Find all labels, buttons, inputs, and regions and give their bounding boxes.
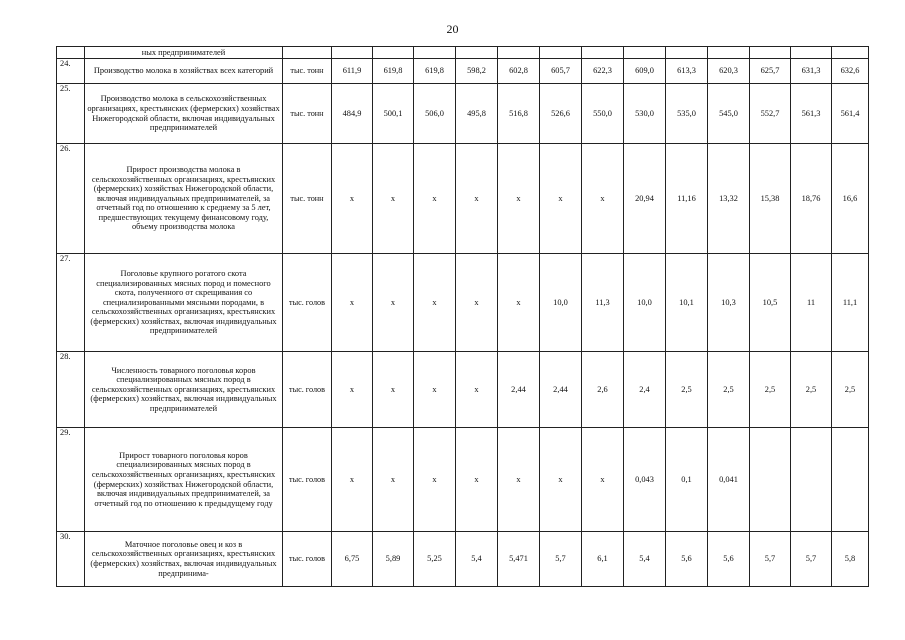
value-cell: x <box>540 144 582 254</box>
value-cell: 484,9 <box>332 84 373 144</box>
value-cell: 11,16 <box>666 144 708 254</box>
unit-cell: тыс. голов <box>283 254 332 352</box>
value-cell <box>540 47 582 59</box>
value-cell: 622,3 <box>582 59 624 84</box>
value-cell: 602,8 <box>498 59 540 84</box>
value-cell: 5,8 <box>832 532 869 587</box>
table-row <box>57 254 869 352</box>
value-cell: 2,6 <box>582 352 624 428</box>
value-cell: 631,3 <box>791 59 832 84</box>
value-cell: 632,6 <box>832 59 869 84</box>
value-cell: x <box>373 254 414 352</box>
value-cell: 495,8 <box>456 84 498 144</box>
indicator-description: Производство молока в хозяйствах всех категорий <box>85 59 283 84</box>
value-cell: 609,0 <box>624 59 666 84</box>
value-cell: 598,2 <box>456 59 498 84</box>
value-cell <box>582 47 624 59</box>
value-cell: x <box>456 428 498 532</box>
unit-cell: тыс. голов <box>283 532 332 587</box>
table-row <box>57 144 869 254</box>
value-cell: 545,0 <box>708 84 750 144</box>
value-cell: x <box>332 144 373 254</box>
unit-cell: тыс. тонн <box>283 144 332 254</box>
value-cell: 5,6 <box>666 532 708 587</box>
value-cell: 561,4 <box>832 84 869 144</box>
value-cell: 2,5 <box>708 352 750 428</box>
unit-cell: тыс. голов <box>283 352 332 428</box>
value-cell: 11,3 <box>582 254 624 352</box>
value-cell <box>373 47 414 59</box>
value-cell <box>414 47 456 59</box>
value-cell <box>666 47 708 59</box>
value-cell: x <box>456 352 498 428</box>
value-cell: 5,4 <box>624 532 666 587</box>
value-cell: x <box>582 428 624 532</box>
value-cell: x <box>540 428 582 532</box>
indicator-description: Поголовье крупного рогатого скота специализированных мясных пород и помесного скота, полученного от скрещивания со специализированными мясными породами, в сельскохозяйственных организациях, крестьянских (фермерских) хозяйствах, включая индивидуальных предпринимателей <box>85 254 283 352</box>
value-cell: x <box>332 428 373 532</box>
value-cell: x <box>498 144 540 254</box>
indicator-description: ных предпринимателей <box>85 47 283 59</box>
value-cell: 2,44 <box>540 352 582 428</box>
row-number <box>57 47 85 59</box>
value-cell: 2,5 <box>791 352 832 428</box>
value-cell: x <box>582 144 624 254</box>
value-cell: x <box>498 254 540 352</box>
table-row <box>57 428 869 532</box>
value-cell <box>832 47 869 59</box>
value-cell: 5,89 <box>373 532 414 587</box>
value-cell <box>624 47 666 59</box>
value-cell: 516,8 <box>498 84 540 144</box>
value-cell: 625,7 <box>750 59 791 84</box>
indicator-description: Численность товарного поголовья коров специализированных мясных пород в сельскохозяйственных организациях, крестьянских (фермерских) хозяйствах, включая индивидуальных предпринимателей <box>85 352 283 428</box>
value-cell: x <box>414 254 456 352</box>
table-row <box>57 532 869 587</box>
value-cell <box>456 47 498 59</box>
value-cell: x <box>414 144 456 254</box>
unit-cell <box>283 47 332 59</box>
value-cell <box>332 47 373 59</box>
value-cell: 5,471 <box>498 532 540 587</box>
value-cell <box>498 47 540 59</box>
indicator-description: Маточное поголовье овец и коз в сельскохозяйственных организациях, крестьянских (фермерских) хозяйствах, включая индивидуальных предпринима- <box>85 532 283 587</box>
value-cell: 10,0 <box>540 254 582 352</box>
value-cell: 18,76 <box>791 144 832 254</box>
table-row <box>57 59 869 84</box>
value-cell: 11,1 <box>832 254 869 352</box>
table-row <box>57 47 869 59</box>
value-cell: x <box>414 428 456 532</box>
indicator-description: Прирост товарного поголовья коров специализированных мясных пород в сельскохозяйственных организациях, крестьянских (фермерских) хозяйствах Нижегородской области, включая индивидуальных предпринимателей, за отчетный год по отношению к предыдущему году <box>85 428 283 532</box>
value-cell: 550,0 <box>582 84 624 144</box>
value-cell: 5,4 <box>456 532 498 587</box>
value-cell: 0,1 <box>666 428 708 532</box>
value-cell <box>750 47 791 59</box>
value-cell: 620,3 <box>708 59 750 84</box>
value-cell: 11 <box>791 254 832 352</box>
row-number: 24. <box>57 59 85 84</box>
row-number: 25. <box>57 84 85 144</box>
unit-cell: тыс. тонн <box>283 84 332 144</box>
value-cell: 15,38 <box>750 144 791 254</box>
value-cell: 2,5 <box>832 352 869 428</box>
value-cell: 535,0 <box>666 84 708 144</box>
value-cell: 10,3 <box>708 254 750 352</box>
value-cell: 2,5 <box>666 352 708 428</box>
indicator-description: Прирост производства молока в сельскохозяйственных организациях, крестьянских (фермерских) хозяйствах Нижегородской области, включая индивидуальных предпринимателей, за отчетный год по отношению к среднему за 5 лет, предшествующих текущему финансовому году, объему производства молока <box>85 144 283 254</box>
value-cell: 526,6 <box>540 84 582 144</box>
indicators-table <box>56 46 869 587</box>
value-cell: 10,5 <box>750 254 791 352</box>
value-cell: x <box>456 254 498 352</box>
value-cell: 5,7 <box>540 532 582 587</box>
unit-cell: тыс. голов <box>283 428 332 532</box>
value-cell <box>750 428 791 532</box>
value-cell: 10,1 <box>666 254 708 352</box>
value-cell: 605,7 <box>540 59 582 84</box>
value-cell: 16,6 <box>832 144 869 254</box>
value-cell <box>832 428 869 532</box>
value-cell: x <box>373 144 414 254</box>
value-cell: 552,7 <box>750 84 791 144</box>
value-cell: 500,1 <box>373 84 414 144</box>
value-cell <box>791 47 832 59</box>
value-cell: 2,44 <box>498 352 540 428</box>
value-cell: x <box>332 254 373 352</box>
table-row <box>57 84 869 144</box>
value-cell: 2,4 <box>624 352 666 428</box>
row-number: 28. <box>57 352 85 428</box>
value-cell: x <box>456 144 498 254</box>
value-cell: 613,3 <box>666 59 708 84</box>
value-cell: 6,1 <box>582 532 624 587</box>
value-cell: x <box>373 352 414 428</box>
value-cell: 20,94 <box>624 144 666 254</box>
value-cell: 0,041 <box>708 428 750 532</box>
indicator-description: Производство молока в сельскохозяйственных организациях, крестьянских (фермерских) хозяйствах Нижегородской области, включая индивидуальных предпринимателей <box>85 84 283 144</box>
value-cell: x <box>373 428 414 532</box>
value-cell: x <box>414 352 456 428</box>
value-cell: 561,3 <box>791 84 832 144</box>
value-cell: 619,8 <box>414 59 456 84</box>
row-number: 27. <box>57 254 85 352</box>
value-cell: x <box>498 428 540 532</box>
value-cell: 530,0 <box>624 84 666 144</box>
value-cell: 5,25 <box>414 532 456 587</box>
value-cell: 5,7 <box>750 532 791 587</box>
value-cell: 5,6 <box>708 532 750 587</box>
row-number: 26. <box>57 144 85 254</box>
value-cell: x <box>332 352 373 428</box>
unit-cell: тыс. тонн <box>283 59 332 84</box>
value-cell <box>708 47 750 59</box>
row-number: 29. <box>57 428 85 532</box>
page-number: 20 <box>446 22 459 36</box>
value-cell: 2,5 <box>750 352 791 428</box>
value-cell: 13,32 <box>708 144 750 254</box>
value-cell: 0,043 <box>624 428 666 532</box>
row-number: 30. <box>57 532 85 587</box>
value-cell: 611,9 <box>332 59 373 84</box>
table-row <box>57 352 869 428</box>
value-cell <box>791 428 832 532</box>
value-cell: 6,75 <box>332 532 373 587</box>
value-cell: 10,0 <box>624 254 666 352</box>
value-cell: 619,8 <box>373 59 414 84</box>
value-cell: 506,0 <box>414 84 456 144</box>
value-cell: 5,7 <box>791 532 832 587</box>
